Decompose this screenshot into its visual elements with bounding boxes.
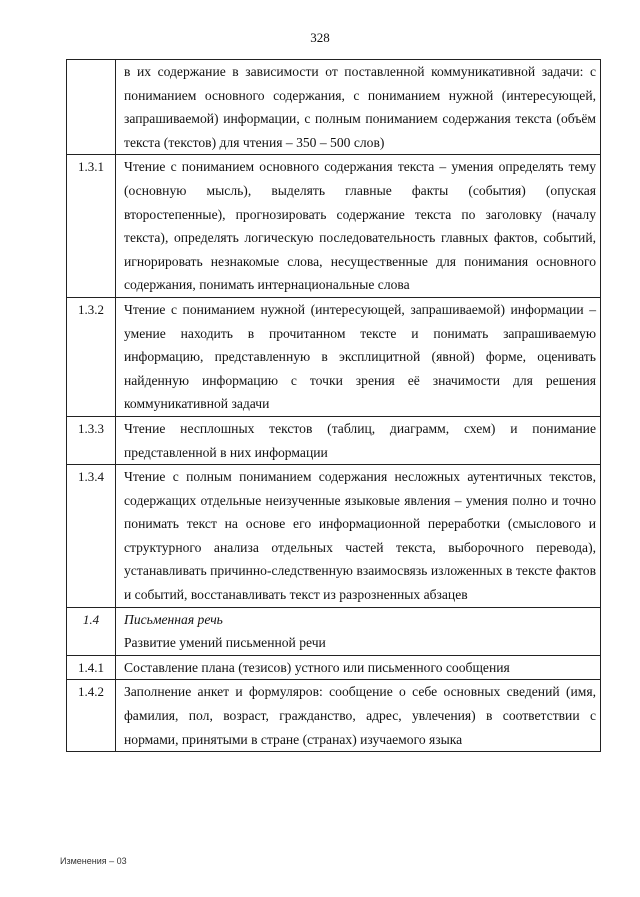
row-code: 1.3.2 [67,297,116,416]
row-text: Чтение с полным пониманием содержания несложных аутентичных текстов, содержащих отдельные неизученные языковые явления – умения полно и точно понимать текст на основе его информационной переработки (смыслового и структурного анализа отдельных частей текста, выборочного перевода), устанавливать причинно-следственную взаимосвязь изложенных в тексте фактов и событий, восстанавливать текст из разрозненных абзацев [116,465,601,608]
row-code: 1.4.1 [67,655,116,680]
table-row [67,297,601,416]
page-number: 328 [310,30,330,45]
section-code: 1.4 [67,607,116,655]
section-subtitle: Развитие умений письменной речи [124,635,326,651]
row-text: Чтение с пониманием основного содержания текста – умения определять тему (основную мысль), выделять главные факты (события) (опуская второстепенные), прогнозировать содержание текста по заголовку (началу текста), определять логическую последовательность главных фактов, событий, игнорировать незнакомые слова, несущественные для понимания основного содержания, понимать интернациональные слова [116,155,601,298]
footer-revision: Изменения – 03 [60,856,127,866]
row-code: 1.3.1 [67,155,116,298]
row-text: Составление плана (тезисов) устного или письменного сообщения [116,655,601,680]
row-code: 1.3.4 [67,465,116,608]
table-row [67,680,601,752]
row-text: Чтение несплошных текстов (таблиц, диаграмм, схем) и понимание представленной в них информации [116,416,601,464]
table-row [67,465,601,608]
section-title: Письменная речь [124,611,223,627]
table-row [67,60,601,155]
row-text: в их содержание в зависимости от поставленной коммуникативной задачи: с пониманием основного содержания, с пониманием нужной (интересующей, запрашиваемой) информации, с полным пониманием содержания текста (объём текста (текстов) для чтения – 350 – 500 слов) [116,60,601,155]
row-code: 1.4.2 [67,680,116,752]
table-row [67,655,601,680]
table-row [67,416,601,464]
table-row [67,155,601,298]
row-code [67,60,116,155]
curriculum-table [66,59,601,752]
row-text: Заполнение анкет и формуляров: сообщение о себе основных сведений (имя, фамилия, пол, возраст, гражданство, адрес, увлечения) в соответствии с нормами, принятыми в стране (странах) изучаемого языка [116,680,601,752]
row-text: Чтение с пониманием нужной (интересующей, запрашиваемой) информации – умение находить в прочитанном тексте и понимать запрашиваемую информацию, представленную в эксплицитной (явной) форме, оценивать найденную информацию с точки зрения её значимости для решения коммуникативной задачи [116,297,601,416]
table-row-section [67,607,601,655]
row-code: 1.3.3 [67,416,116,464]
